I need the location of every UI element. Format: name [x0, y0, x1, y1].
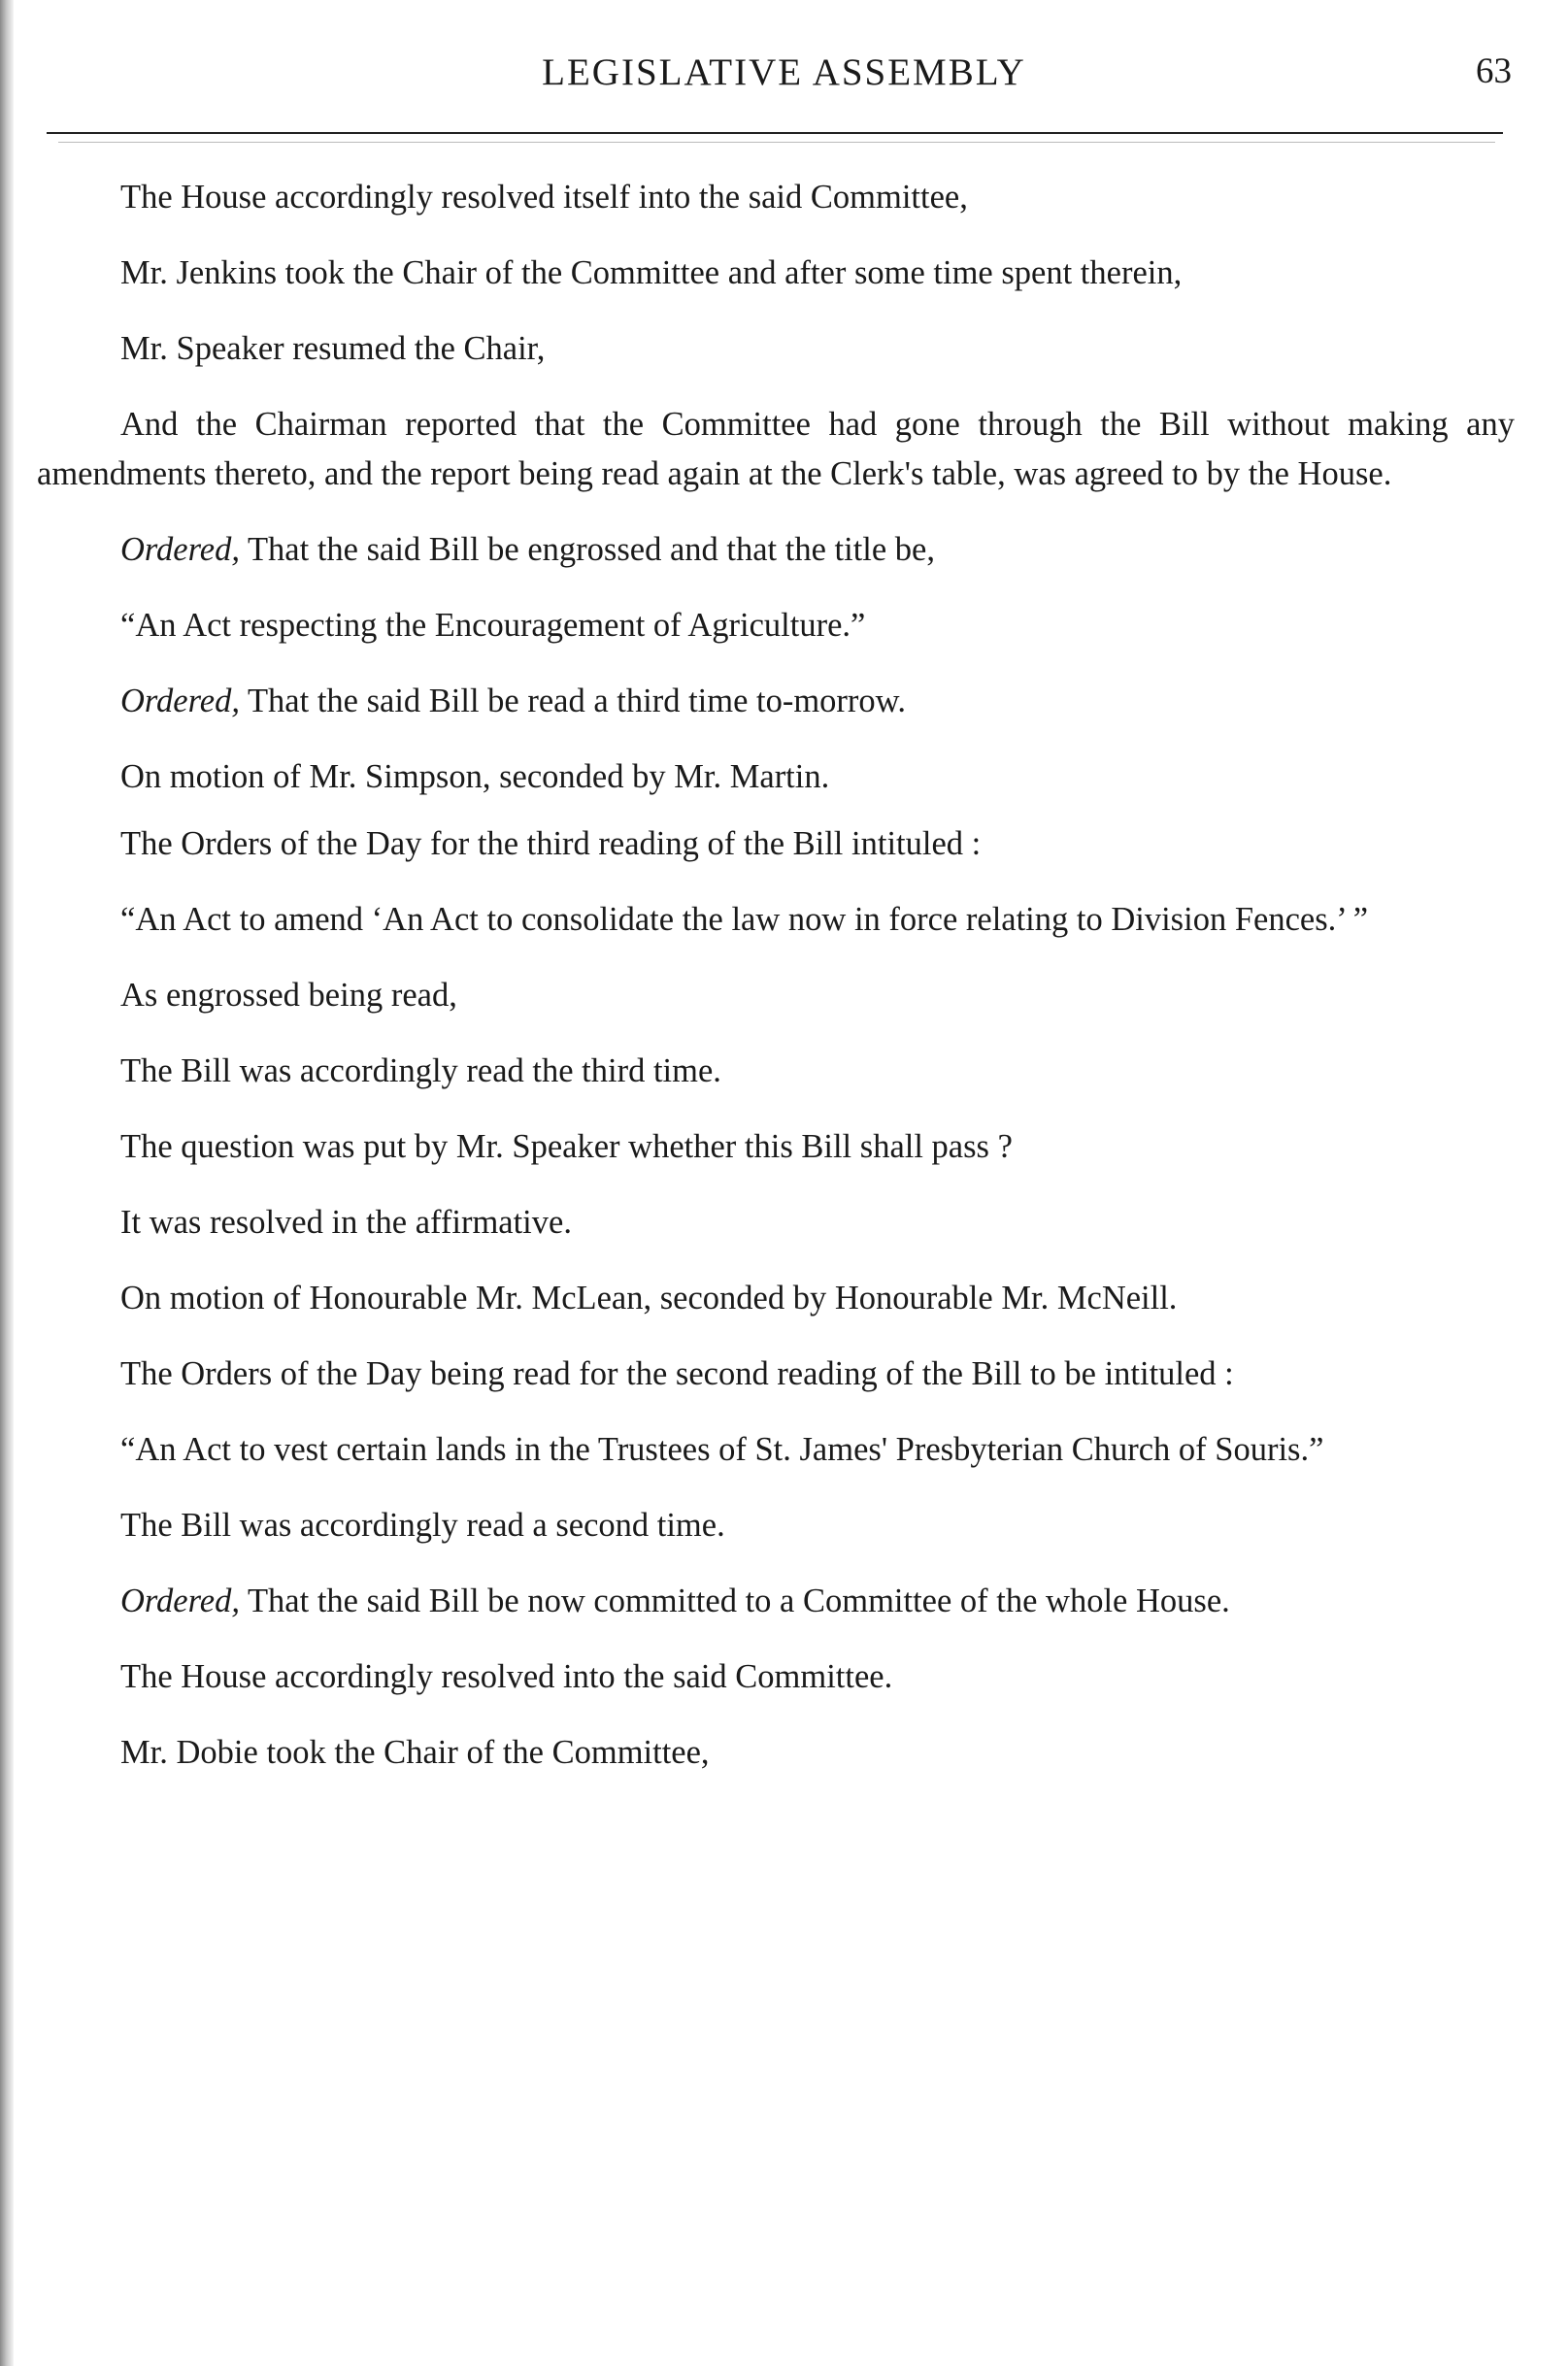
- paragraph: [37, 1425, 1515, 1475]
- paragraph: [37, 1652, 1515, 1702]
- paragraph-text: Mr. Speaker resumed the Chair,: [120, 330, 546, 367]
- paragraph-text: Mr. Dobie took the Chair of the Committee,: [120, 1734, 710, 1771]
- paragraph: [37, 752, 1515, 802]
- paragraph: [37, 601, 1515, 650]
- paragraph: [37, 895, 1515, 945]
- paragraph-text: The House accordingly resolved into the said Committee.: [120, 1658, 893, 1695]
- paragraph-text: “An Act to vest certain lands in the Trustees of St. James' Presbyterian Church of Souris.”: [120, 1431, 1324, 1468]
- paragraph: [37, 971, 1515, 1020]
- paragraph: [37, 1501, 1515, 1550]
- paragraph: [37, 400, 1515, 499]
- paragraph-text: The Bill was accordingly read a second time.: [120, 1507, 725, 1544]
- paragraph: [37, 249, 1515, 298]
- paragraph-text: The Orders of the Day for the third reading of the Bill intituled :: [120, 825, 982, 862]
- paragraph: [37, 324, 1515, 374]
- paragraph-text: That the said Bill be read a third time to-morrow.: [239, 683, 906, 719]
- paragraph: [37, 525, 1515, 575]
- paragraph: [37, 1047, 1515, 1096]
- paragraph-text: On motion of Honourable Mr. McLean, seconded by Honourable Mr. McNeill.: [120, 1280, 1178, 1316]
- paragraph-text: “An Act respecting the Encouragement of Agriculture.”: [120, 607, 866, 644]
- paragraph: [37, 1577, 1515, 1626]
- paragraph-text: That the said Bill be now committed to a Committee of the whole House.: [239, 1583, 1230, 1619]
- page-number: 63: [1476, 51, 1512, 91]
- paragraph-text: And the Chairman reported that the Committee had gone through the Bill without making any amendments thereto, and the report being read again at the Clerk's table, was agreed to by the House.: [37, 406, 1515, 492]
- ordered-lead: Ordered,: [120, 531, 240, 568]
- ordered-lead: Ordered,: [120, 1583, 240, 1619]
- paragraph-text: “An Act to amend ‘An Act to consolidate the law now in force relating to Division Fences.’ ”: [120, 901, 1369, 938]
- paragraph-text: It was resolved in the affirmative.: [120, 1204, 572, 1241]
- paragraph: [37, 677, 1515, 726]
- running-head-title: LEGISLATIVE ASSEMBLY: [542, 51, 1026, 93]
- paragraph-text: Mr. Jenkins took the Chair of the Committee and after some time spent therein,: [120, 254, 1183, 291]
- paragraph-text: That the said Bill be engrossed and that the title be,: [239, 531, 935, 568]
- header-rule: [47, 132, 1503, 134]
- paragraph-text: The Bill was accordingly read the third time.: [120, 1052, 721, 1089]
- paragraph-text: The Orders of the Day being read for the second reading of the Bill to be intituled :: [120, 1355, 1234, 1392]
- running-head: [0, 50, 1568, 109]
- body-text: [37, 173, 1515, 1804]
- header-rule-faint: [58, 142, 1495, 143]
- paragraph: [37, 819, 1515, 869]
- paragraph: [37, 1274, 1515, 1323]
- paragraph-text: As engrossed being read,: [120, 977, 457, 1014]
- paragraph-text: The question was put by Mr. Speaker whether this Bill shall pass ?: [120, 1128, 1013, 1165]
- ordered-lead: Ordered,: [120, 683, 240, 719]
- paragraph: [37, 1122, 1515, 1172]
- paragraph: [37, 1350, 1515, 1399]
- paragraph-text: On motion of Mr. Simpson, seconded by Mr. Martin.: [120, 758, 830, 795]
- paragraph: [37, 1728, 1515, 1778]
- paragraph: [37, 173, 1515, 222]
- paragraph: [37, 1198, 1515, 1248]
- paragraph-text: The House accordingly resolved itself into the said Committee,: [120, 179, 968, 216]
